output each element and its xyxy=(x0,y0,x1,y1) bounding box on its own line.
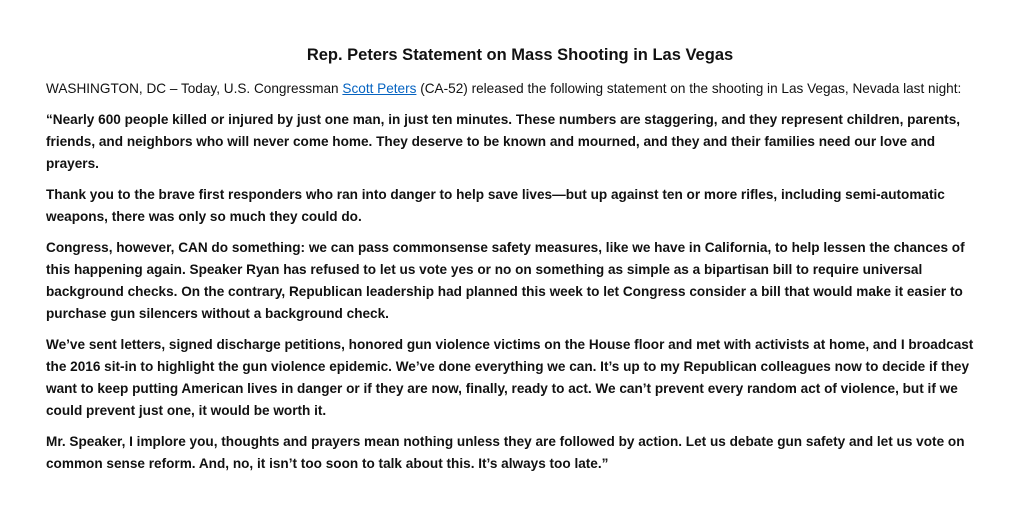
scott-peters-link[interactable]: Scott Peters xyxy=(342,81,417,96)
paragraph-efforts: We’ve sent letters, signed discharge petitions, honored gun violence victims on the House floor and met with activists at home, and I broadcast the 2016 sit-in to highlight the gun violence epidemic. We’ve done everything we can. It’s up to my Republican colleagues now to decide if they want to keep putting American lives in danger or if they are now, finally, ready to act. We can’t prevent every random act of violence, but if we could prevent just one, it would be worth it. xyxy=(46,337,974,418)
paragraph-first-responders: Thank you to the brave first responders who ran into danger to help save lives—but up against ten or more rifles, including semi-automatic weapons, there was only so much they could do. xyxy=(46,187,945,224)
statement-title: Rep. Peters Statement on Mass Shooting in Las Vegas xyxy=(306,46,734,64)
dateline-trail: (CA-52) released the following statement on the shooting in Las Vegas, Nevada last night: xyxy=(416,81,962,96)
paragraph-congress: Congress, however, CAN do something: we can pass commonsense safety measures, like we have in California, to help lessen the chances of this happening again. Speaker Ryan has refused to let us vote yes or no on something as simple as a bipartisan bill to require universal background checks. On the contrary, Republican leadership had planned this week to let Congress consider a bill that would make it easier to purchase gun silencers without a background check. xyxy=(46,240,965,321)
paragraph-casualties: “Nearly 600 people killed or injured by just one man, in just ten minutes. These numbers are staggering, and they represent children, parents, friends, and neighbors who will never come home. They deserve to be known and mourned, and they and their families need our love and prayers. xyxy=(46,112,961,171)
dateline xyxy=(46,78,986,100)
dateline-lead: WASHINGTON, DC – Today, U.S. Congressman xyxy=(46,81,343,96)
paragraph-speaker: Mr. Speaker, I implore you, thoughts and prayers mean nothing unless they are followed by action. Let us debate gun safety and let us vote on common sense reform. And, no, it isn’t too soon to talk about this. It’s always too late.” xyxy=(46,434,965,471)
statement-document xyxy=(46,44,986,484)
